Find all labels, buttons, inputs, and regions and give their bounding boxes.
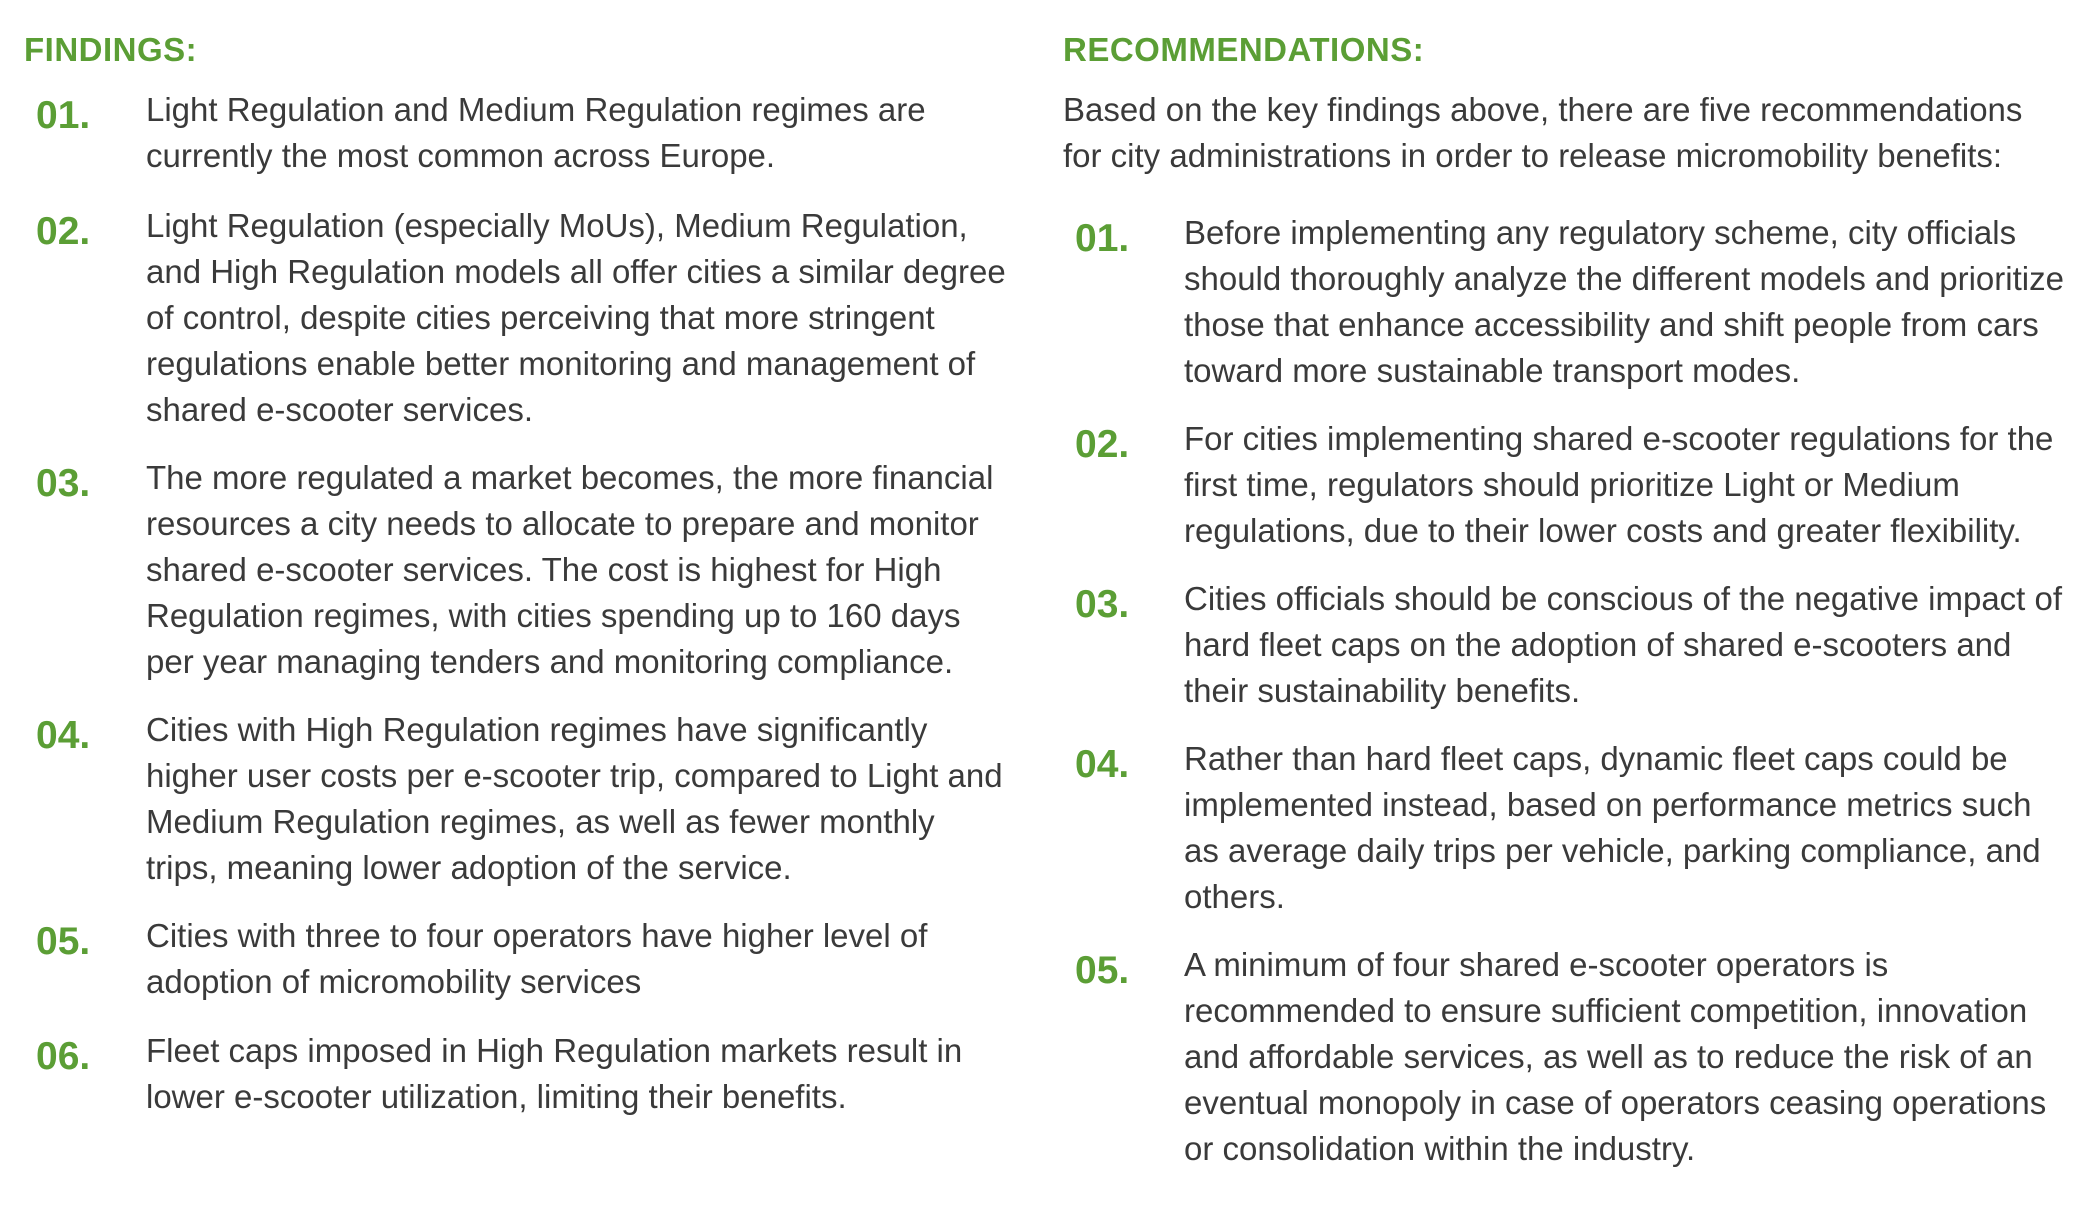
finding-item — [24, 913, 1006, 1005]
recommendation-number: 02. — [1075, 423, 1130, 466]
finding-text: Fleet caps imposed in High Regulation markets result in lower e-scooter utilization, limiting their benefits. — [146, 1032, 963, 1115]
finding-text: Cities with High Regulation regimes have significantly higher user costs per e-scooter trip, compared to Light and Medium Regulation regimes, as well as fewer monthly trips, meaning lower adoption of the service. — [146, 711, 1003, 886]
recommendation-item — [1063, 576, 2064, 714]
findings-heading: FINDINGS: — [24, 31, 198, 68]
finding-item — [24, 203, 1006, 433]
recommendation-text: Rather than hard fleet caps, dynamic fleet caps could be implemented instead, based on performance metrics such as average daily trips per vehicle, parking compliance, and others. — [1184, 740, 2041, 915]
finding-text: Light Regulation (especially MoUs), Medium Regulation, and High Regulation models all offer cities a similar degree of control, despite cities perceiving that more stringent regulations enable better monitoring and management of shared e-scooter services. — [146, 207, 1006, 428]
recommendation-number: 01. — [1075, 217, 1130, 260]
recommendation-number: 03. — [1075, 583, 1130, 626]
recommendation-number: 05. — [1075, 949, 1130, 992]
finding-item — [24, 455, 1006, 685]
finding-number: 04. — [36, 714, 91, 757]
recommendation-text: Cities officials should be conscious of the negative impact of hard fleet caps on the adoption of shared e-scooters and their sustainability benefits. — [1184, 580, 2063, 709]
recommendations-intro: Based on the key findings above, there are five recommendations for city administrations in order to release micromobility benefits: — [1063, 91, 2023, 174]
finding-number: 01. — [36, 94, 91, 137]
recommendation-text: For cities implementing shared e-scooter regulations for the first time, regulators should prioritize Light or Medium regulations, due to their lower costs and greater flexibility. — [1184, 420, 2054, 549]
finding-number: 05. — [36, 920, 91, 963]
recommendation-text: A minimum of four shared e-scooter operators is recommended to ensure sufficient competition, innovation and affordable services, as well as to reduce the risk of an eventual monopoly in case of operators ceasing operations or consolidation within the industry. — [1184, 946, 2047, 1167]
finding-item — [24, 1028, 1006, 1120]
finding-text: Light Regulation and Medium Regulation regimes are currently the most common across Europe. — [146, 91, 926, 174]
recommendation-item — [1063, 210, 2064, 394]
recommendation-item — [1063, 942, 2064, 1172]
recommendation-item — [1063, 416, 2064, 554]
recommendation-text: Before implementing any regulatory scheme, city officials should thoroughly analyze the different models and prioritize those that enhance accessibility and shift people from cars toward more sustainable transport modes. — [1184, 214, 2064, 389]
finding-number: 03. — [36, 462, 91, 505]
recommendation-number: 04. — [1075, 743, 1130, 786]
finding-number: 06. — [36, 1035, 91, 1078]
finding-text: The more regulated a market becomes, the more financial resources a city needs to allocate to prepare and monitor shared e-scooter services. The cost is highest for High Regulation regimes, with cities spending up to 160 days per year managing tenders and monitoring compliance. — [146, 459, 994, 680]
finding-number: 02. — [36, 210, 91, 253]
finding-item — [24, 707, 1006, 891]
finding-text: Cities with three to four operators have higher level of adoption of micromobility services — [146, 917, 928, 1000]
finding-item — [24, 87, 1006, 179]
recommendations-heading: RECOMMENDATIONS: — [1063, 31, 1425, 68]
recommendation-item — [1063, 736, 2064, 920]
